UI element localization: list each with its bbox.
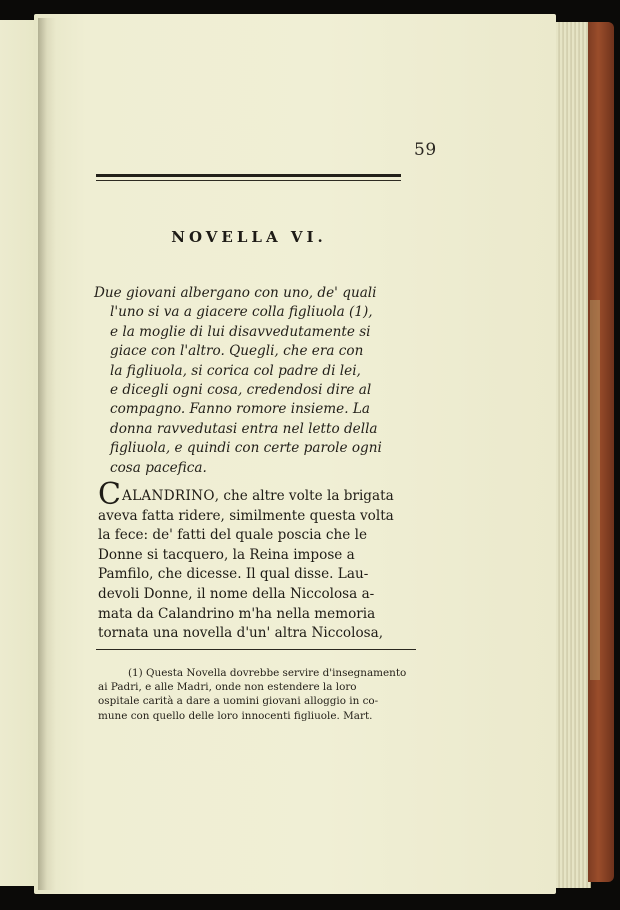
summary-line: la figliuola, si corica col padre di lei, <box>110 362 361 379</box>
footnote-line: ospitale carità a dare a uomini giovani alloggio in co- <box>98 695 379 708</box>
body-line: la fece: de' fatti del quale poscia che le <box>98 527 368 544</box>
footnote-line: (1) Questa Novella dovrebbe servire d'insegnamento <box>128 667 407 679</box>
footnote-line: mune con quello delle loro innocenti figliuole. Mart. <box>98 709 373 722</box>
footnote-line: ai Padri, e alle Madri, onde non estendere la loro <box>98 681 357 694</box>
summary-line: e la moglie di lui disavvedutamente si <box>110 323 371 340</box>
body-line: tornata una novella d'un' altra Niccolosa, <box>98 625 384 642</box>
first-word: ALANDRINO <box>121 488 215 504</box>
summary-line: Due giovani albergano con uno, de' quali <box>94 285 377 301</box>
book-page <box>34 14 556 894</box>
footnote <box>98 666 418 723</box>
summary-line: e dicegli ogni cosa, credendosi dire al <box>110 382 372 399</box>
cover-inner-strip <box>590 300 600 680</box>
body-line: mata da Calandrino m'ha nella memoria <box>98 605 376 622</box>
header-rule <box>96 174 401 177</box>
summary-line: compagno. Fanno romore insieme. La <box>110 401 370 418</box>
body-first-line <box>98 477 416 512</box>
summary-line: giace con l'altro. Quegli, che era con <box>110 343 364 360</box>
summary-line: figliuola, e quindi con certe parole ogni <box>110 440 382 457</box>
header-rule-thin <box>96 180 401 181</box>
drop-cap: C <box>98 477 121 512</box>
footnote-rule <box>96 649 416 650</box>
novella-body <box>98 477 416 644</box>
page-number: 59 <box>414 140 437 160</box>
body-line: Pamfilo, che dicesse. Il qual disse. Lau- <box>98 566 369 583</box>
novella-summary <box>94 284 412 478</box>
body-line: devoli Donne, il nome della Niccolosa a- <box>98 585 375 602</box>
summary-line: cosa pacefica. <box>110 459 207 476</box>
summary-line: donna ravvedutasi entra nel letto della <box>110 420 378 437</box>
body-line: Donne si tacquero, la Reina impose a <box>98 546 355 563</box>
summary-line: l'uno si va a giacere colla figliuola (1), <box>110 304 373 321</box>
book-gutter-shadow <box>38 18 56 890</box>
body-line: aveva fatta ridere, similmente questa volta <box>98 507 394 524</box>
first-line-rest: , che altre volte la brigata <box>214 488 394 504</box>
chapter-title: NOVELLA VI. <box>171 228 327 246</box>
